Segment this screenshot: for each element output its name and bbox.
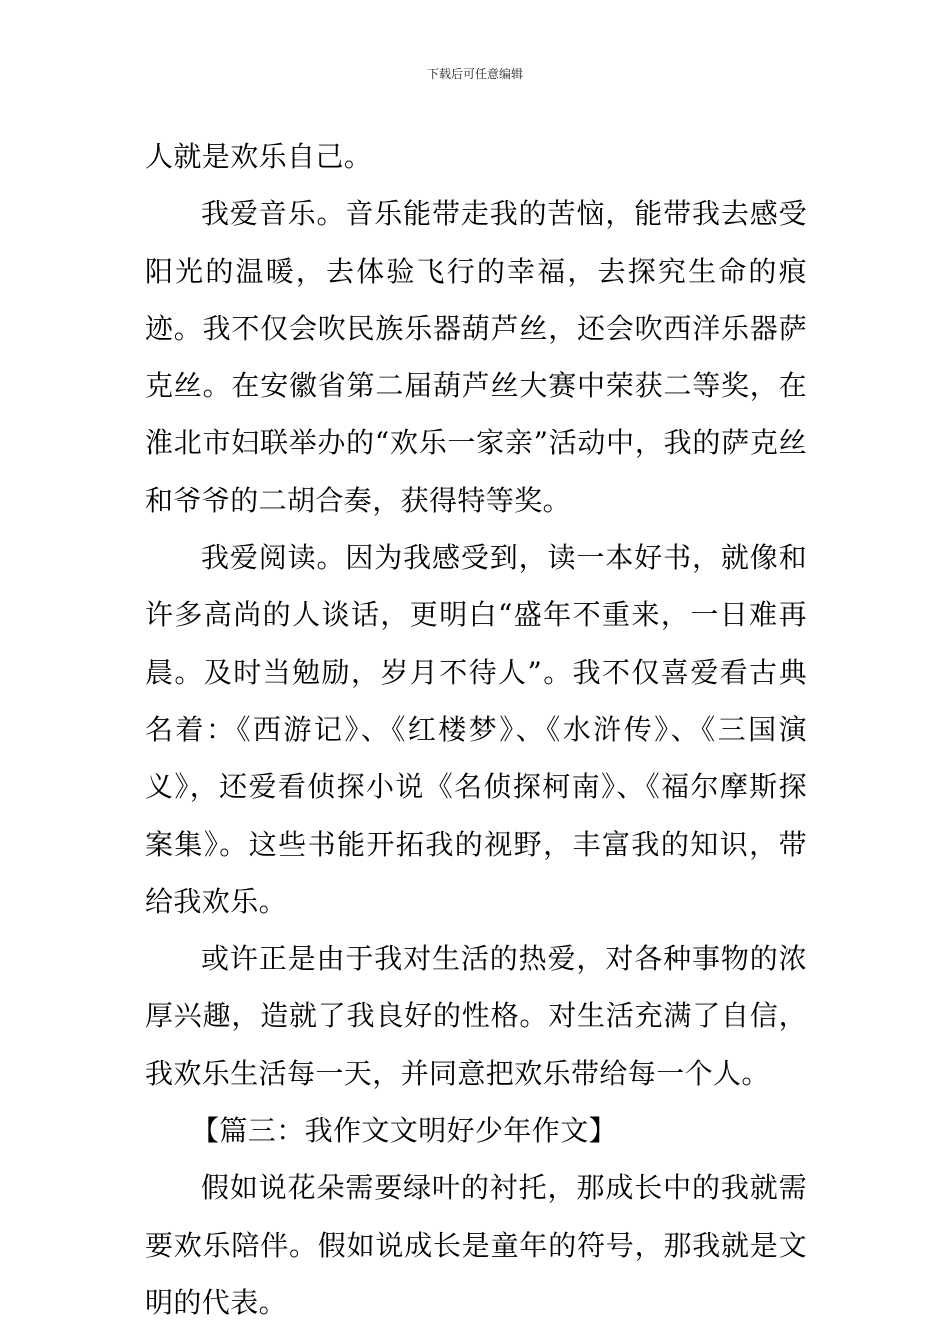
paragraph-reading: 我爱阅读。因为我感受到，读一本好书，就像和许多高尚的人谈话，更明白“盛年不重来，一日难再晨。及时当勉励，岁月不待人”。我不仅喜爱看古典名着：《西游记》、《红楼梦》、《水浒传》、《三国演义》，还爱看侦探小说《名侦探柯南》、《福尔摩斯探案集》。这些书能开拓我的视野，丰富我的知识，带给我欢乐。 — [145, 541, 807, 918]
document-body — [145, 128, 807, 1331]
paragraph-continuation: 人就是欢乐自己。 — [145, 140, 373, 173]
section-heading: 【篇三：我作文文明好少年作文】 — [191, 1114, 618, 1148]
page-header: 下载后可任意编辑 — [426, 67, 523, 81]
paragraph-music: 我爱音乐。音乐能带走我的苦恼，能带我去感受阳光的温暖，去体验飞行的幸福，去探究生命的痕迹。我不仅会吹民族乐器葫芦丝，还会吹西洋乐器萨克丝。在安徽省第二届葫芦丝大赛中荣获二等奖，在淮北市妇联举办的“欢乐一家亲”活动中，我的萨克丝和爷爷的二胡合奏，获得特等奖。 — [145, 197, 807, 517]
paragraph-life: 或许正是由于我对生活的热爱，对各种事物的浓厚兴趣，造就了我良好的性格。对生活充满了自信，我欢乐生活每一天，并同意把欢乐带给每一个人。 — [145, 942, 807, 1090]
paragraph-flowers: 假如说花朵需要绿叶的衬托，那成长中的我就需要欢乐陪伴。假如说成长是童年的符号，那我就是文明的代表。 — [145, 1171, 807, 1319]
